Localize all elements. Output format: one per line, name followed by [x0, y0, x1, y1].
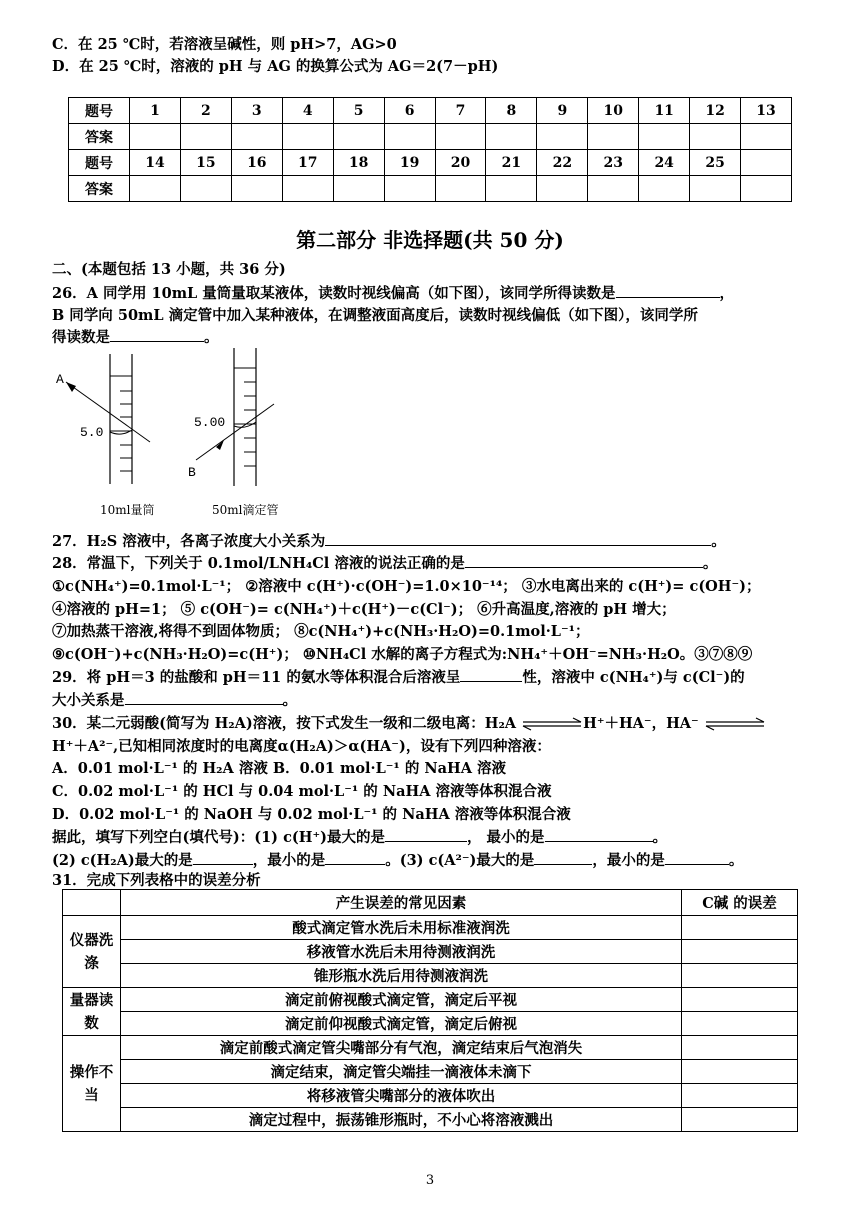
table-row — [63, 890, 798, 916]
answer-cell[interactable] — [180, 176, 231, 202]
answer-cell[interactable] — [333, 176, 384, 202]
table-cell: 21 — [486, 150, 537, 176]
table-cell: 14 — [130, 150, 181, 176]
result-cell[interactable] — [682, 1012, 798, 1036]
table-row — [63, 1060, 798, 1084]
question-26-line1: 26．A 同学用 10mL 量筒量取某液体，读数时视线偏高（如下图），该同学所得读数是 ， — [52, 285, 735, 302]
result-cell[interactable] — [682, 1060, 798, 1084]
answer-cell[interactable] — [231, 124, 282, 150]
answer-cell[interactable] — [588, 176, 639, 202]
table-cell: 20 — [435, 150, 486, 176]
table-cell: 24 — [639, 150, 690, 176]
factor-cell: 滴定结束，滴定管尖端挂一滴液体未滴下 — [121, 1060, 682, 1084]
header-factor: 产生误差的常见因素 — [121, 890, 682, 916]
result-cell[interactable] — [682, 988, 798, 1012]
table-row — [63, 1108, 798, 1132]
factor-cell: 滴定前仰视酸式滴定管，滴定后俯视 — [121, 1012, 682, 1036]
answer-cell[interactable] — [180, 124, 231, 150]
answer-cell[interactable] — [639, 176, 690, 202]
question-27: 27．H₂S 溶液中，各离子浓度大小关系为 。 — [52, 533, 726, 550]
result-cell[interactable] — [682, 1084, 798, 1108]
category-cell: 操作不当 — [63, 1036, 121, 1132]
subsection-heading: 二、(本题包括 13 小题，共 36 分) — [52, 261, 286, 278]
question-30-fill-line1: 据此，填写下列空白(填代号)：(1) c(H⁺)最大的是 ， 最小的是 。 — [52, 829, 668, 846]
table-cell: 答案 — [69, 124, 130, 150]
answer-table — [68, 97, 792, 202]
result-cell[interactable] — [682, 940, 798, 964]
table-cell: 25 — [690, 150, 741, 176]
factor-cell: 滴定前酸式滴定管尖嘴部分有气泡，滴定结束后气泡消失 — [121, 1036, 682, 1060]
category-cell: 量器读数 — [63, 988, 121, 1036]
table-row — [69, 150, 792, 176]
factor-cell: 滴定前俯视酸式滴定管，滴定后平视 — [121, 988, 682, 1012]
question-28-option-line: ①c(NH₄⁺)=0.1mol·L⁻¹； ②溶液中 c(H⁺)·c(OH⁻)=1.0×10⁻¹⁴； ③水电离出来的 c(H⁺)= c(OH⁻)； — [52, 578, 761, 595]
answer-cell[interactable] — [741, 176, 792, 202]
table-row — [63, 916, 798, 940]
answer-cell[interactable] — [690, 124, 741, 150]
question-31-title: 31．完成下列表格中的误差分析 — [52, 872, 261, 889]
table-row — [63, 1036, 798, 1060]
page-number: 3 — [425, 1173, 435, 1188]
result-cell[interactable] — [682, 916, 798, 940]
table-row — [63, 988, 798, 1012]
question-30-fill-line2: (2) c(H₂A)最大的是 ，最小的是 。(3) c(A²⁻)最大的是 ，最小的是 。 — [52, 852, 744, 869]
equilibrium-arrow-icon — [521, 717, 583, 731]
table-row — [63, 1084, 798, 1108]
answer-cell[interactable] — [384, 176, 435, 202]
table-cell: 9 — [537, 98, 588, 124]
option-d: D．在 25 ℃时，溶液的 pH 与 AG 的换算公式为 AG＝2(7－pH) — [52, 58, 499, 75]
question-30-line1: 30．某二元弱酸(简写为 H₂A)溶液，按下式发生一级和二级电离：H₂A H⁺＋HA⁻，HA⁻ — [52, 712, 766, 733]
reading-figure — [52, 346, 332, 521]
caption-cylinder: 10ml量筒 — [100, 503, 155, 517]
question-30-option-c: C．0.02 mol·L⁻¹ 的 HCl 与 0.04 mol·L⁻¹ 的 NaHA 溶液等体积混合液 — [52, 783, 552, 800]
question-30-line2: H⁺＋A²⁻,已知相同浓度时的电离度α(H₂A)＞α(HA⁻)，设有下列四种溶液： — [52, 738, 551, 755]
answer-blank[interactable] — [385, 827, 467, 842]
section-title: 第二部分 非选择题(共 50 分) — [296, 228, 564, 252]
table-cell: 17 — [282, 150, 333, 176]
answer-cell[interactable] — [435, 176, 486, 202]
table-row — [69, 124, 792, 150]
answer-cell[interactable] — [690, 176, 741, 202]
label-b: B — [188, 465, 196, 480]
answer-blank[interactable] — [465, 553, 703, 568]
equilibrium-arrow-icon — [704, 717, 766, 731]
answer-blank[interactable] — [534, 850, 592, 865]
answer-cell[interactable] — [741, 124, 792, 150]
factor-cell: 酸式滴定管水洗后未用标准液润洗 — [121, 916, 682, 940]
factor-cell: 将移液管尖嘴部分的液体吹出 — [121, 1084, 682, 1108]
table-row — [69, 176, 792, 202]
category-cell: 仪器洗涤 — [63, 916, 121, 988]
answer-blank[interactable] — [110, 327, 204, 342]
table-row — [63, 1012, 798, 1036]
answer-cell[interactable] — [486, 124, 537, 150]
question-28: 28．常温下，下列关于 0.1mol/LNH₄Cl 溶液的说法正确的是 。 — [52, 555, 718, 572]
answer-cell[interactable] — [333, 124, 384, 150]
table-cell: 12 — [690, 98, 741, 124]
answer-cell[interactable] — [282, 176, 333, 202]
table-row — [69, 98, 792, 124]
result-cell[interactable] — [682, 1108, 798, 1132]
table-cell — [741, 150, 792, 176]
question-30-option-d: D．0.02 mol·L⁻¹ 的 NaOH 与 0.02 mol·L⁻¹ 的 NaHA 溶液等体积混合液 — [52, 806, 571, 823]
result-cell[interactable] — [682, 1036, 798, 1060]
answer-blank[interactable] — [545, 827, 653, 842]
table-cell: 答案 — [69, 176, 130, 202]
answer-blank[interactable] — [325, 850, 385, 865]
table-cell: 6 — [384, 98, 435, 124]
caption-burette: 50ml滴定管 — [212, 503, 279, 517]
answer-cell[interactable] — [231, 176, 282, 202]
answer-cell[interactable] — [130, 124, 181, 150]
answer-blank[interactable] — [325, 531, 711, 546]
table-cell: 2 — [180, 98, 231, 124]
graduated-cylinder-diagram — [66, 354, 150, 484]
answer-cell[interactable] — [384, 124, 435, 150]
table-cell: 18 — [333, 150, 384, 176]
table-cell: 题号 — [69, 150, 130, 176]
table-cell: 5 — [333, 98, 384, 124]
answer-blank[interactable] — [616, 283, 720, 298]
table-cell: 4 — [282, 98, 333, 124]
factor-cell: 移液管水洗后未用待测液润洗 — [121, 940, 682, 964]
answer-cell[interactable] — [130, 176, 181, 202]
error-analysis-table — [62, 889, 798, 1132]
factor-cell: 锥形瓶水洗后用待测液润洗 — [121, 964, 682, 988]
answer-cell[interactable] — [282, 124, 333, 150]
table-cell: 23 — [588, 150, 639, 176]
answer-blank[interactable] — [193, 850, 253, 865]
question-26-line3: 得读数是 。 — [52, 329, 219, 346]
answer-cell[interactable] — [639, 124, 690, 150]
table-cell: 10 — [588, 98, 639, 124]
label-a: A — [56, 372, 64, 387]
question-29-line2: 大小关系是 。 — [52, 692, 297, 709]
reading-b: 5.00 — [194, 415, 226, 430]
table-cell: 7 — [435, 98, 486, 124]
table-cell: 3 — [231, 98, 282, 124]
table-cell: 1 — [130, 98, 181, 124]
option-c: C．在 25 ℃时，若溶液呈碱性，则 pH>7，AG>0 — [52, 36, 397, 53]
question-26-line2: B 同学向 50mL 滴定管中加入某种液体，在调整液面高度后，读数时视线偏低（如下图），该同学所 — [52, 307, 698, 324]
answer-blank[interactable] — [460, 667, 522, 682]
table-cell: 8 — [486, 98, 537, 124]
answer-cell[interactable] — [588, 124, 639, 150]
question-30-option-a: A．0.01 mol·L⁻¹ 的 H₂A 溶液 B．0.01 mol·L⁻¹ 的 NaHA 溶液 — [52, 760, 507, 777]
table-cell — [63, 890, 121, 916]
table-cell: 15 — [180, 150, 231, 176]
table-cell: 19 — [384, 150, 435, 176]
table-row — [63, 964, 798, 988]
table-cell: 13 — [741, 98, 792, 124]
factor-cell: 滴定过程中，振荡锥形瓶时，不小心将溶液溅出 — [121, 1108, 682, 1132]
question-29-line1: 29．将 pH＝3 的盐酸和 pH＝11 的氨水等体积混合后溶液呈 性，溶液中 c(NH₄⁺)与 c(Cl⁻)的 — [52, 669, 745, 686]
answer-cell[interactable] — [537, 176, 588, 202]
table-row — [63, 940, 798, 964]
answer-cell[interactable] — [486, 176, 537, 202]
header-result: C碱 的误差 — [682, 890, 798, 916]
answer-cell[interactable] — [435, 124, 486, 150]
reading-a: 5.0 — [80, 425, 104, 440]
question-28-option-line: ⑨c(OH⁻)+c(NH₃·H₂O)=c(H⁺)； ⑩NH₄Cl 水解的离子方程式为:NH₄⁺＋OH⁻=NH₃·H₂O。③⑦⑧⑨ — [52, 646, 753, 663]
table-cell: 11 — [639, 98, 690, 124]
answer-cell[interactable] — [537, 124, 588, 150]
table-cell: 16 — [231, 150, 282, 176]
table-cell: 22 — [537, 150, 588, 176]
answer-blank[interactable] — [125, 690, 283, 705]
result-cell[interactable] — [682, 964, 798, 988]
table-cell: 题号 — [69, 98, 130, 124]
answer-blank[interactable] — [665, 850, 729, 865]
question-28-option-line: ④溶液的 pH=1； ⑤ c(OH⁻)= c(NH₄⁺)＋c(H⁺)－c(Cl⁻)； ⑥升高温度,溶液的 pH 增大； — [52, 601, 676, 618]
question-28-option-line: ⑦加热蒸干溶液,将得不到固体物质； ⑧c(NH₄⁺)+c(NH₃·H₂O)=0.1mol·L⁻¹； — [52, 623, 590, 640]
